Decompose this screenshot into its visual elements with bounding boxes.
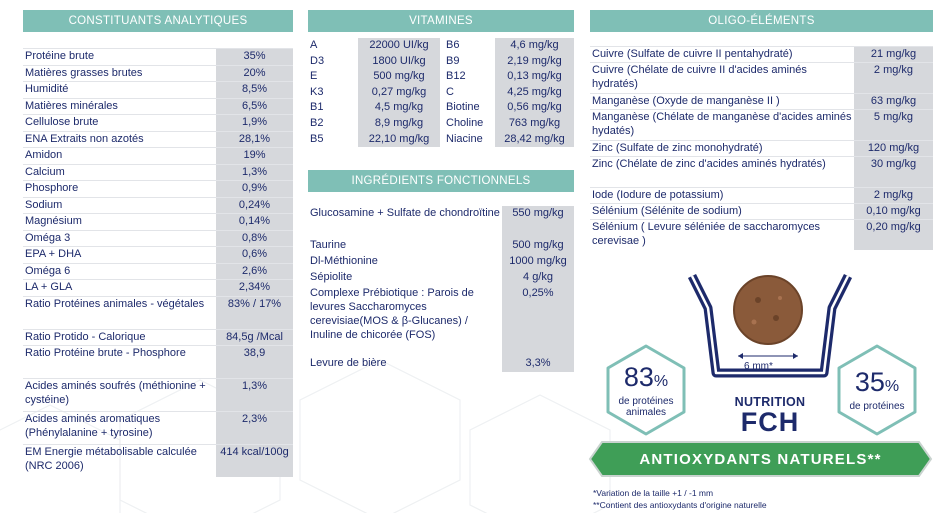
ingredients-row	[308, 206, 574, 238]
oligo-value: 63 mg/kg	[854, 94, 933, 109]
analytic-panel	[23, 10, 293, 477]
vitamin-label: Choline	[446, 116, 484, 129]
oligo-value: 5 mg/kg	[854, 110, 933, 140]
animal-protein-value: 83	[623, 361, 654, 392]
oligo-label: Iode (Iodure de potassium)	[592, 189, 724, 201]
brand-line1: NUTRITION	[734, 395, 806, 409]
note-antioxidants: **Contient des antioxydants d'origine naturelle	[593, 500, 767, 510]
vitamin-value: 4,25 mg/kg	[495, 85, 574, 101]
vitamin-label: Niacine	[446, 132, 483, 145]
vitamin-label: B5	[310, 132, 324, 145]
vitamin-label: B12	[446, 70, 466, 83]
oligo-value: 2 mg/kg	[854, 63, 933, 93]
vitamin-label: K3	[310, 85, 324, 98]
oligo-value: 2 mg/kg	[854, 188, 933, 203]
protein-unit: %	[884, 378, 900, 395]
oligo-value: 120 mg/kg	[854, 141, 933, 156]
vitamins-rows	[308, 38, 574, 147]
ingredients-label: Taurine	[310, 239, 347, 251]
vitamin-label: B1	[310, 101, 324, 114]
vitamin-label: B6	[446, 39, 460, 51]
analytic-row	[23, 131, 293, 148]
oligo-value: 0,10 mg/kg	[854, 204, 933, 219]
analytic-label: Sodium	[25, 198, 63, 211]
vitamin-value: 28,42 mg/kg	[495, 132, 574, 148]
vitamin-label: B9	[446, 54, 460, 67]
ingredients-value: 4 g/kg	[502, 270, 574, 286]
oligo-row	[590, 187, 933, 203]
ingredients-value: 1000 mg/kg	[502, 254, 574, 270]
oligo-label: Manganèse (Oxyde de manganèse II )	[592, 95, 780, 107]
ingredients-row	[308, 254, 574, 270]
analytic-value: 38,9	[216, 346, 293, 378]
analytic-row	[23, 147, 293, 164]
vitamin-label: E	[310, 70, 318, 83]
vitamin-label: A	[310, 39, 318, 51]
analytic-value: 6,5%	[216, 99, 293, 115]
analytic-label: Acides aminés aromatiques (Phénylalanine + tyrosine)	[25, 413, 161, 439]
analytic-label: Calcium	[25, 165, 65, 178]
analytic-value: 2,6%	[216, 264, 293, 280]
note-size: *Variation de la taille +1 / -1 mm	[593, 488, 714, 498]
ingredients-value: 550 mg/kg	[502, 206, 574, 238]
vitamin-value: 763 mg/kg	[495, 116, 574, 132]
analytic-value: 83% / 17%	[216, 297, 293, 329]
analytic-row	[23, 48, 293, 65]
analytic-value: 1,3%	[216, 379, 293, 411]
analytic-row	[23, 81, 293, 98]
analytic-label: Acides aminés soufrés (méthionine + cystéine)	[25, 380, 206, 406]
oligo-row	[590, 140, 933, 156]
analytic-row	[23, 263, 293, 280]
oligo-row	[590, 62, 933, 93]
analytic-label: Amidon	[25, 149, 63, 161]
vitamin-label: C	[446, 85, 454, 98]
ingredients-label: Dl-Méthionine	[310, 255, 378, 267]
vitamin-row	[308, 38, 574, 54]
vitamin-value: 0,13 mg/kg	[495, 69, 574, 85]
protein-caption: de protéines	[849, 401, 905, 412]
analytic-label: Matières minérales	[25, 99, 118, 112]
antioxidant-banner-text: ANTIOXYDANTS NATURELS**	[639, 450, 882, 468]
oligo-row	[590, 219, 933, 250]
analytic-row	[23, 98, 293, 115]
ingredients-panel	[308, 170, 574, 372]
analytic-row	[23, 246, 293, 263]
analytic-label: Humidité	[25, 83, 69, 95]
analytic-label: Ratio Protéine brute - Phosphore	[25, 347, 186, 359]
vitamin-label: D3	[310, 54, 325, 67]
vitamin-value: 8,9 mg/kg	[358, 116, 440, 132]
vitamin-value: 22,10 mg/kg	[358, 132, 440, 148]
analytic-value: 1,9%	[216, 115, 293, 131]
oligo-label: Sélénium ( Levure séléniée de saccharomyces cerevisae )	[592, 221, 821, 247]
oligo-value: 0,20 mg/kg	[854, 220, 933, 250]
vitamin-row	[308, 69, 574, 85]
analytic-value: 84,5g /Mcal	[216, 330, 293, 346]
oligo-row	[590, 156, 933, 187]
analytic-row	[23, 279, 293, 296]
analytic-value: 0,8%	[216, 231, 293, 247]
analytic-value: 2,34%	[216, 280, 293, 296]
ingredients-label: Glucosamine + Sulfate de chondroïtine	[310, 207, 500, 219]
analytic-label: EPA + DHA	[25, 248, 82, 260]
animal-protein-caption: de protéines animales	[618, 395, 674, 418]
analytic-value: 0,9%	[216, 181, 293, 197]
analytic-label: EM Energie métabolisable calculée (NRC 2006)	[25, 446, 197, 472]
analytic-row	[23, 65, 293, 82]
kibble-size-label: 6 mm*	[744, 361, 773, 372]
analytic-row	[23, 296, 293, 329]
analytic-label: Magnésium	[25, 215, 82, 227]
ingredients-row	[308, 356, 574, 372]
brand-line2: FCH	[740, 407, 800, 437]
analytic-value: 28,1%	[216, 132, 293, 148]
analytic-title: CONSTITUANTS ANALYTIQUES	[23, 10, 293, 32]
analytic-rows	[23, 48, 293, 477]
analytic-label: Phosphore	[25, 182, 79, 194]
analytic-label: ENA Extraits non azotés	[25, 132, 144, 145]
ingredients-value: 3,3%	[502, 356, 574, 372]
oligo-label: Zinc (Sulfate de zinc monohydraté)	[592, 142, 763, 154]
oligo-label: Zinc (Chélate de zinc d'acides aminés hydratés)	[592, 158, 826, 170]
analytic-row	[23, 345, 293, 378]
analytic-value: 1,3%	[216, 165, 293, 181]
analytic-value: 8,5%	[216, 82, 293, 98]
vitamin-row	[308, 132, 574, 148]
oligo-value: 21 mg/kg	[854, 47, 933, 62]
oligo-panel	[590, 10, 933, 250]
vitamin-value: 0,27 mg/kg	[358, 85, 440, 101]
analytic-value: 2,3%	[216, 412, 293, 444]
ingredients-row	[308, 270, 574, 286]
ingredients-label: Sépiolite	[310, 271, 353, 283]
analytic-value: 0,6%	[216, 247, 293, 263]
vitamin-value: 500 mg/kg	[358, 69, 440, 85]
oligo-row	[590, 46, 933, 62]
analytic-row	[23, 180, 293, 197]
analytic-row	[23, 411, 293, 444]
oligo-label: Sélénium (Sélénite de sodium)	[592, 205, 742, 217]
oligo-value: 30 mg/kg	[854, 157, 933, 187]
vitamin-row	[308, 54, 574, 70]
analytic-label: Protéine brute	[25, 50, 95, 62]
analytic-row	[23, 197, 293, 214]
kibble-bowl-icon	[680, 268, 860, 398]
oligo-title: OLIGO-ÉLÉMENTS	[590, 10, 933, 32]
vitamin-row	[308, 100, 574, 116]
ingredients-rows	[308, 206, 574, 372]
vitamin-row	[308, 116, 574, 132]
ingredients-row	[308, 286, 574, 356]
analytic-row	[23, 230, 293, 247]
analytic-row	[23, 114, 293, 131]
analytic-row	[23, 378, 293, 411]
analytic-label: Oméga 3	[25, 231, 71, 244]
oligo-rows	[590, 46, 933, 250]
analytic-label: Cellulose brute	[25, 116, 99, 128]
vitamin-row	[308, 85, 574, 101]
ingredients-label: Complexe Prébiotique : Parois de levures Saccharomyces cerevisiae(MOS & β-Glucanes) / Inuline de chicorée (FOS)	[310, 287, 474, 341]
vitamins-panel	[308, 10, 574, 147]
vitamin-value: 1800 UI/kg	[358, 54, 440, 70]
analytic-value: 414 kcal/100g	[216, 445, 293, 477]
analytic-value: 20%	[216, 66, 293, 82]
analytic-label: Matières grasses brutes	[25, 66, 143, 79]
ingredients-value: 500 mg/kg	[502, 238, 574, 254]
vitamin-label: B2	[310, 116, 324, 129]
analytic-label: Ratio Protéines animales - végétales	[25, 297, 205, 310]
vitamin-value: 0,56 mg/kg	[495, 100, 574, 116]
protein-value: 35	[854, 367, 885, 397]
brand-logo	[680, 268, 860, 438]
oligo-row	[590, 109, 933, 140]
oligo-row	[590, 203, 933, 219]
analytic-value: 0,14%	[216, 214, 293, 230]
analytic-row	[23, 444, 293, 477]
ingredients-label: Levure de bière	[310, 357, 387, 369]
analytic-row	[23, 213, 293, 230]
analytic-row	[23, 329, 293, 346]
vitamin-label: Biotine	[446, 101, 480, 114]
analytic-label: LA + GLA	[25, 281, 73, 293]
antioxidant-banner	[588, 440, 933, 478]
analytic-value: 35%	[216, 49, 293, 65]
vitamin-value: 4,6 mg/kg	[495, 38, 574, 54]
analytic-value: 19%	[216, 148, 293, 164]
animal-protein-unit: %	[653, 372, 669, 390]
oligo-label: Cuivre (Sulfate de cuivre II pentahydraté)	[592, 48, 793, 60]
vitamins-title: VITAMINES	[308, 10, 574, 32]
ingredients-value: 0,25%	[502, 286, 574, 356]
oligo-row	[590, 93, 933, 109]
oligo-label: Cuivre (Chélate de cuivre II d'acides aminés hydratés)	[592, 64, 807, 90]
analytic-label: Ratio Protido - Calorique	[25, 330, 146, 343]
vitamin-value: 4,5 mg/kg	[358, 100, 440, 116]
vitamin-value: 22000 UI/kg	[358, 38, 440, 54]
analytic-label: Oméga 6	[25, 264, 71, 277]
ingredients-row	[308, 238, 574, 254]
ingredients-title: INGRÉDIENTS FONCTIONNELS	[308, 170, 574, 192]
analytic-value: 0,24%	[216, 198, 293, 214]
analytic-row	[23, 164, 293, 181]
oligo-label: Manganèse (Chélate de manganèse d'acides aminés hydatés)	[592, 111, 852, 137]
vitamin-value: 2,19 mg/kg	[495, 54, 574, 70]
